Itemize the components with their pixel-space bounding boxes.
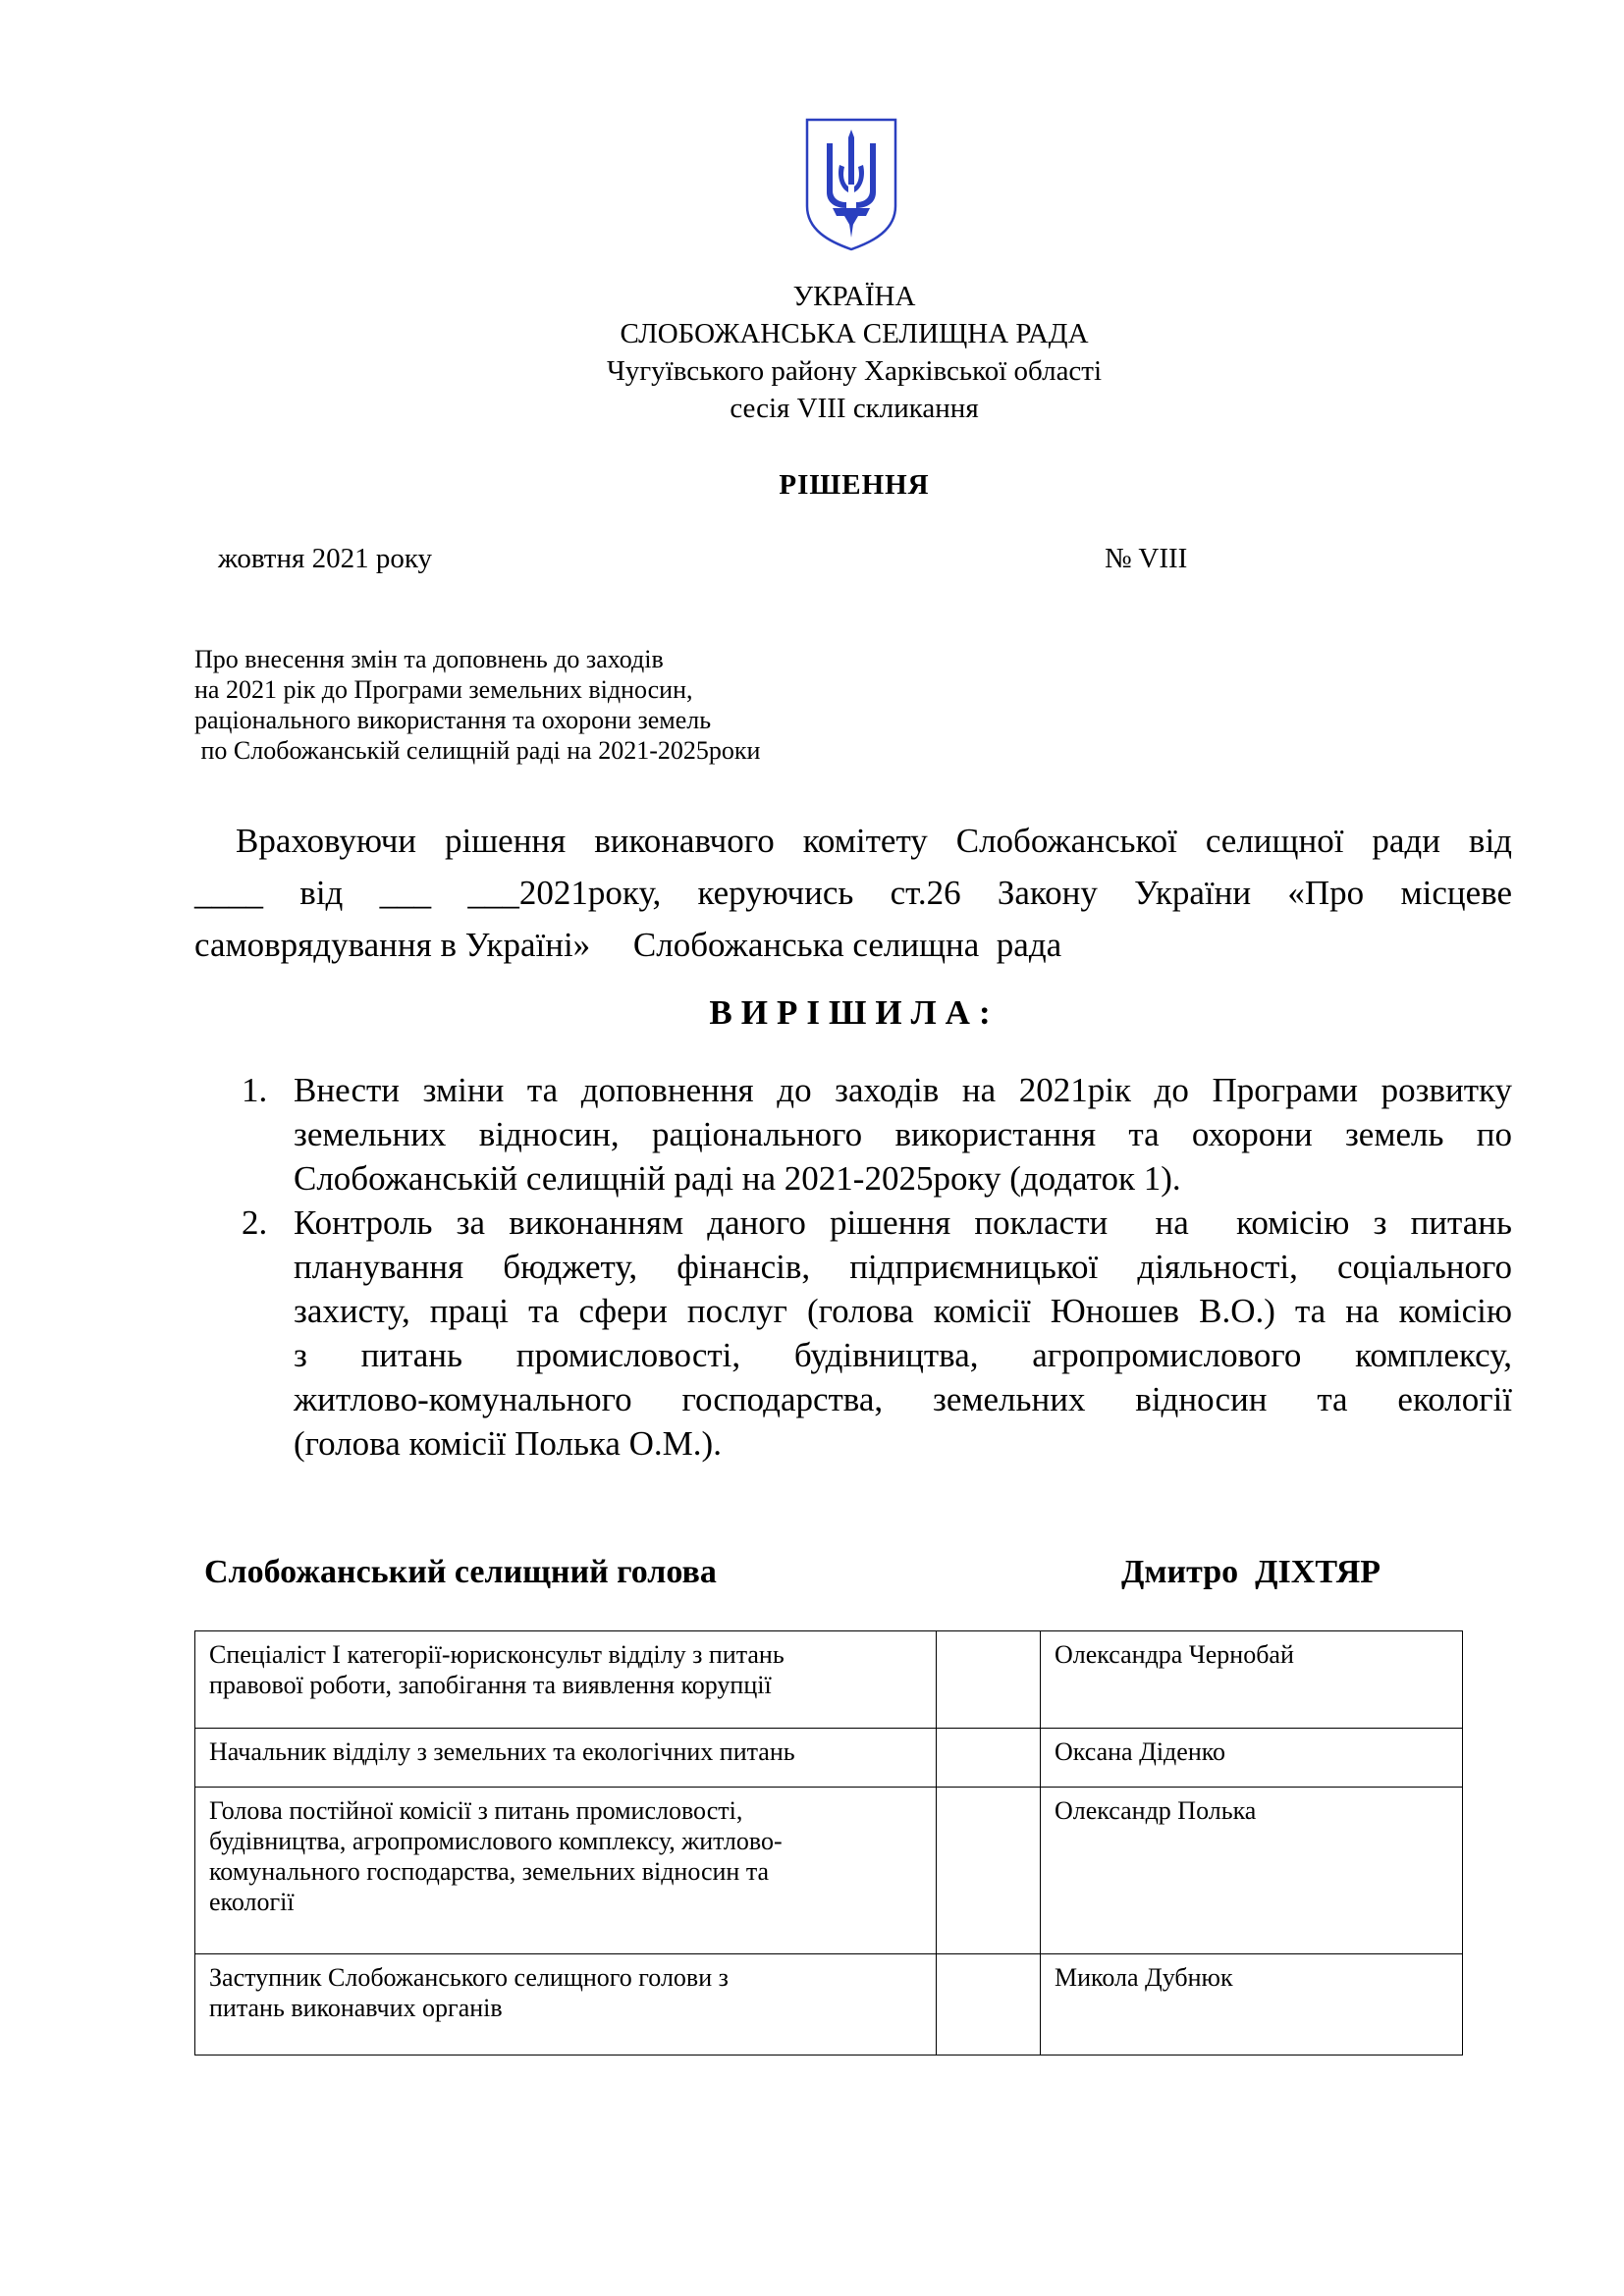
approval-signature-cell <box>936 1631 1040 1729</box>
item-number: 2. <box>242 1203 268 1242</box>
subject-line: раціонального використання та охорони земель <box>194 706 712 734</box>
item-line: житлово-комунального господарства, земельних відносин та екології <box>294 1380 1512 1418</box>
subject-line: по Слобожанській селищній раді на 2021-2025роки <box>194 736 761 765</box>
position-line: комунального господарства, земельних відносин та <box>209 1857 770 1886</box>
approval-signature-cell <box>936 1954 1040 2056</box>
decision-date: жовтня 2021 року <box>218 543 432 574</box>
position-line: Голова постійної комісії з питань промисловості, <box>209 1796 743 1825</box>
subject-line: Про внесення змін та доповнень до заходів <box>194 645 664 673</box>
coat-of-arms-emblem <box>803 116 899 251</box>
item-line: Контроль за виконанням даного рішення покласти на комісію з питань <box>294 1203 1512 1242</box>
approval-name-cell: Олександра Чернобай <box>1040 1631 1462 1729</box>
item-line: Внести зміни та доповнення до заходів на 2021рік до Програми розвитку <box>294 1071 1512 1109</box>
header-country: УКРАЇНА <box>792 281 916 312</box>
item-number: 1. <box>242 1071 268 1109</box>
approval-name-cell: Олександр Полька <box>1040 1788 1462 1954</box>
approval-position-cell <box>195 1788 937 1954</box>
item-line: захисту, праці та сфери послуг (голова комісії Юношев В.О.) та на комісію <box>294 1292 1512 1330</box>
approval-signature-cell <box>936 1788 1040 1954</box>
position-line: будівництва, агропромислового комплексу, житлово- <box>209 1827 783 1855</box>
position-line: питань виконавчих органів <box>209 1994 503 2022</box>
header-region: Чугуївського району Харківської області <box>606 355 1103 387</box>
item-line: земельних відносин, раціонального використання та охорони земель по <box>294 1115 1512 1153</box>
position-line: Начальник відділу з земельних та екологічних питань <box>209 1737 795 1766</box>
approval-name-cell: Оксана Діденко <box>1040 1729 1462 1788</box>
decided-heading: ВИРІШИЛА: <box>709 993 1000 1032</box>
item-line: планування бюджету, фінансів, підприємницької діяльності, соціального <box>294 1248 1512 1286</box>
approvals-table <box>194 1630 1463 2056</box>
approval-signature-cell <box>936 1729 1040 1788</box>
decision-items-list <box>242 1068 1512 1466</box>
signature-name: Дмитро ДІХТЯР <box>1121 1554 1381 1590</box>
subject-line: на 2021 рік до Програми земельних відносин, <box>194 675 693 704</box>
preamble-line: ____ від ___ ___2021року, керуючись ст.26 Закону України «Про місцеве <box>194 874 1512 912</box>
approval-position-cell <box>195 1631 937 1729</box>
signature-position: Слобожанський селищний голова <box>204 1554 717 1590</box>
decision-item <box>242 1201 1512 1466</box>
item-line: з питань промисловості, будівництва, агропромислового комплексу, <box>294 1336 1512 1374</box>
table-row <box>195 1631 1463 1729</box>
table-row <box>195 1788 1463 1954</box>
preamble-paragraph <box>194 815 1512 971</box>
document-type-title: РІШЕННЯ <box>779 469 930 501</box>
decision-number: № VIII <box>1105 543 1188 574</box>
approval-name-cell: Микола Дубнюк <box>1040 1954 1462 2056</box>
position-line: правової роботи, запобігання та виявлення корупції <box>209 1671 772 1699</box>
item-line: (голова комісії Полька О.М.). <box>294 1424 722 1463</box>
header-council: СЛОБОЖАНСЬКА СЕЛИЩНА РАДА <box>620 318 1089 349</box>
position-line: екології <box>209 1888 295 1916</box>
table-row <box>195 1729 1463 1788</box>
position-line: Спеціаліст І категорії-юрисконсульт відділу з питань <box>209 1640 785 1669</box>
position-line: Заступник Слобожанського селищного голови з <box>209 1963 729 1992</box>
decision-item <box>242 1068 1512 1201</box>
approval-position-cell <box>195 1729 937 1788</box>
preamble-line: Враховуючи рішення виконавчого комітету Слобожанської селищної ради від <box>236 822 1512 860</box>
item-line: Слобожанській селищній раді на 2021-2025року (додаток 1). <box>294 1159 1181 1198</box>
approval-position-cell <box>195 1954 937 2056</box>
header-session: сесія VIII скликання <box>730 393 979 424</box>
decision-subject <box>194 644 760 766</box>
table-row <box>195 1954 1463 2056</box>
preamble-line: самоврядування в Україні» Слобожанська селищна рада <box>194 926 1062 964</box>
